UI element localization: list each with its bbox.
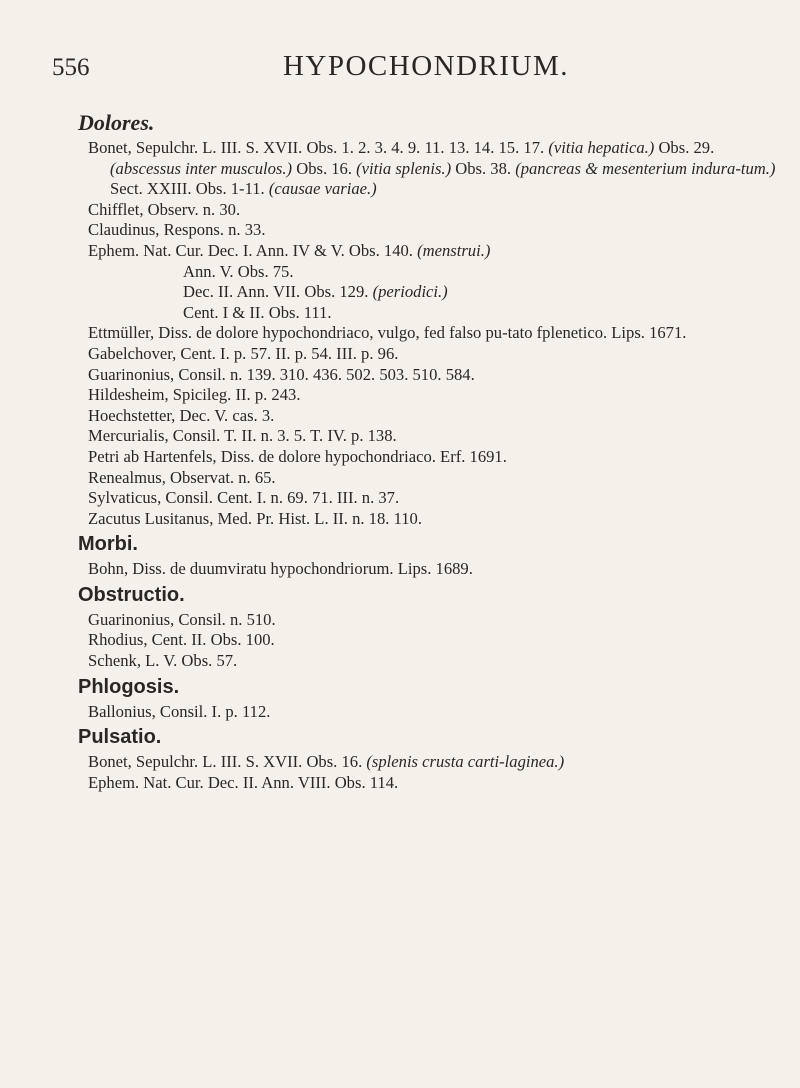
- entry-hildesheim: Hildesheim, Spicileg. II. p. 243.: [88, 385, 301, 405]
- entry-renealmus: Renealmus, Observat. n. 65.: [88, 467, 276, 487]
- entry-ephem-cont-1: Ann. V. Obs. 75.: [183, 261, 294, 281]
- entry-ephem: Ephem. Nat. Cur. Dec. I. Ann. IV & V. Obs. 140. (menstrui.): [88, 240, 491, 260]
- entry-guarinonius: Guarinonius, Consil. n. 139. 310. 436. 502. 503. 510. 584.: [88, 364, 475, 384]
- index-body: [78, 110, 778, 793]
- entry-bonet-dolores: Bonet, Sepulchr. L. III. S. XVII. Obs. 1. 2. 3. 4. 9. 11. 13. 14. 15. 17. (vitia hepatica.) Obs. 29. (abscessus inter musculos.) Obs. 16. (vitia splenis.) Obs. 38. (pancreas & mesenterium indura-tum.) Sect. XXIII. Obs. 1-11. (causae variae.): [88, 138, 776, 199]
- entry-petri: Petri ab Hartenfels, Diss. de dolore hypochondriaco. Erf. 1691.: [88, 446, 507, 466]
- entry-claudinus: Claudinus, Respons. n. 33.: [88, 220, 266, 240]
- section-heading-dolores: Dolores.: [78, 110, 155, 135]
- entry-gabelchover: Gabelchover, Cent. I. p. 57. II. p. 54. III. p. 96.: [88, 343, 399, 363]
- entry-ballonius: Ballonius, Consil. I. p. 112.: [88, 701, 271, 721]
- entry-ephem-cont-3: Cent. I & II. Obs. 111.: [183, 302, 332, 322]
- entry-zacutus: Zacutus Lusitanus, Med. Pr. Hist. L. II. n. 18. 110.: [88, 508, 422, 528]
- entry-bohn: Bohn, Diss. de duumviratu hypochondriorum. Lips. 1689.: [88, 559, 473, 579]
- entry-ettmuller: Ettmüller, Diss. de dolore hypochondriaco, vulgo, fed falso pu-tato fplenetico. Lips. 1671.: [88, 323, 687, 343]
- entry-guarinonius-obstr: Guarinonius, Consil. n. 510.: [88, 609, 276, 629]
- entry-chifflet: Chifflet, Observ. n. 30.: [88, 199, 241, 219]
- page-number: 556: [52, 54, 90, 81]
- entry-mercurialis: Mercurialis, Consil. T. II. n. 3. 5. T. IV. p. 138.: [88, 426, 397, 446]
- entry-bonet-pulsatio: Bonet, Sepulchr. L. III. S. XVII. Obs. 16. (splenis crusta carti-laginea.): [88, 752, 565, 772]
- entry-ephem-cont-2: Dec. II. Ann. VII. Obs. 129. (periodici.): [183, 282, 448, 302]
- entry-hoechstetter: Hoechstetter, Dec. V. cas. 3.: [88, 405, 275, 425]
- running-head: HYPOCHONDRIUM.: [282, 50, 570, 82]
- entry-schenk: Schenk, L. V. Obs. 57.: [88, 651, 238, 671]
- section-heading-phlogosis: Phlogosis.: [78, 675, 180, 698]
- section-heading-morbi: Morbi.: [78, 533, 138, 556]
- entry-sylvaticus: Sylvaticus, Consil. Cent. I. n. 69. 71. III. n. 37.: [88, 488, 400, 508]
- section-heading-obstructio: Obstructio.: [78, 583, 185, 606]
- section-heading-pulsatio: Pulsatio.: [78, 726, 162, 749]
- page-header: [52, 50, 760, 90]
- entry-rhodius: Rhodius, Cent. II. Obs. 100.: [88, 630, 275, 650]
- entry-ephem-pulsatio: Ephem. Nat. Cur. Dec. II. Ann. VIII. Obs. 114.: [88, 772, 399, 792]
